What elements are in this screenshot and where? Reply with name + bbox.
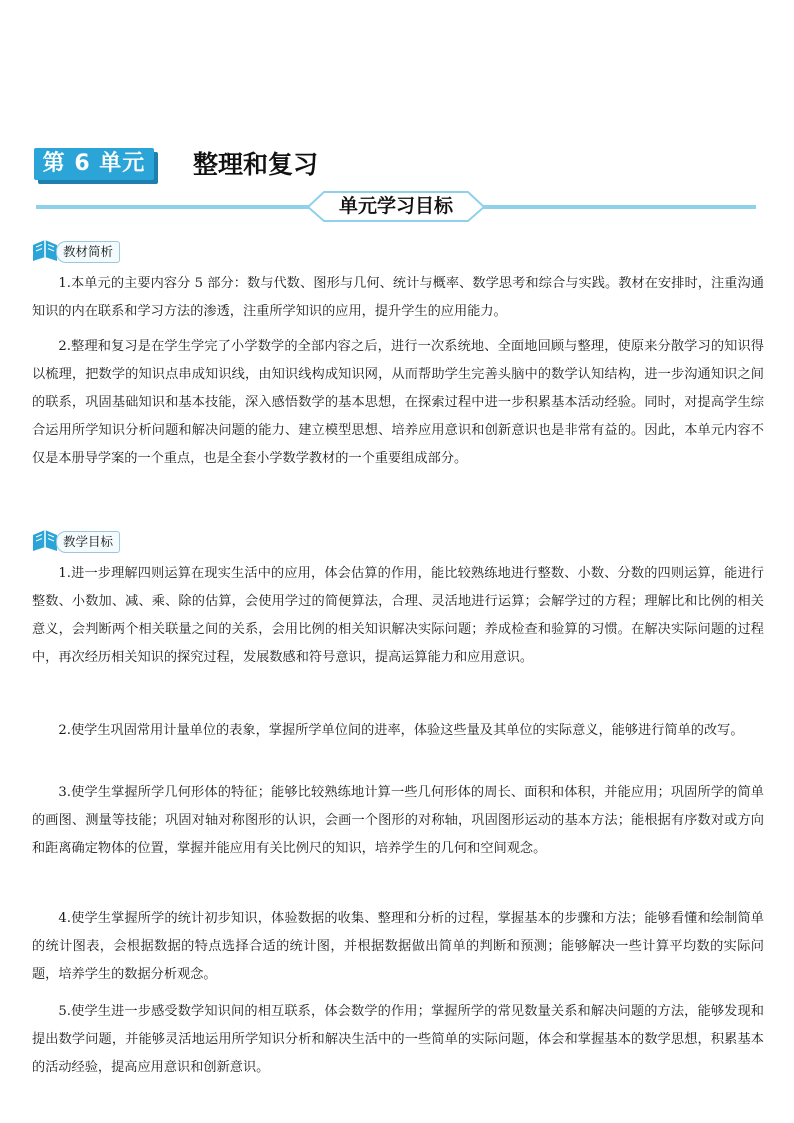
unit-title: 整理和复习 — [193, 150, 319, 179]
section-heading-label: 教学目标 — [56, 531, 120, 553]
goal-paragraph-4: 4.使学生掌握所学的统计初步知识，体验数据的收集、整理和分析的过程，掌握基本的步骤和方法；能够看懂和绘制简单的统计图表，会根据数据的特点选择合适的统计图，并根据数据做出简单的判断和预测；能够解决一些计算平均数的实际问题，培养学生的数据分析观念。 — [32, 911, 764, 982]
unit-badge-label: 第 6 单元 — [34, 148, 154, 180]
unit-objective-tab — [306, 190, 486, 222]
goal-paragraph-2: 2.使学生巩固常用计量单位的表象，掌握所学单位间的进率，体验这些量及其单位的实际意义，能够进行简单的改写。 — [58, 723, 744, 738]
analysis-paragraph-1: 1.本单元的主要内容分 5 部分：数与代数、图形与几何、统计与概率、数学思考和综合与实践。教材在安排时，注重沟通知识的内在联系和学习方法的渗透，注重所学知识的应用，提升学生的应用能力。 — [32, 276, 764, 319]
goal-paragraph-3: 3.使学生掌握所学几何形体的特征；能够比较熟练地计算一些几何形体的周长、面积和体积，并能应用；巩固所学的简单的画图、测量等技能；巩固对轴对称图形的认识，会画一个图形的对称轴，巩固图形运动的基本方法；能根据有序数对或方向和距离确定物体的位置，掌握并能应用有关比例尺的知识，培养学生的几何和空间观念。 — [32, 785, 764, 856]
goal-paragraph-1: 1.进一步理解四则运算在现实生活中的应用，体会估算的作用，能比较熟练地进行整数、小数、分数的四则运算，能进行整数、小数加、减、乘、除的估算，会使用学过的简便算法，合理、灵活地进行运算；会解学过的方程；理解比和比例的相关意义，会判断两个相关联量之间的关系，会用比例的相关知识解决实际问题；养成检查和验算的习惯。在解决实际问题的过程中，再次经历相关知识的探究过程，发展数感和符号意识，提高运算能力和应用意识。 — [32, 566, 764, 665]
objective-tab-label: 单元学习目标 — [338, 195, 453, 217]
section-heading-analysis — [30, 235, 140, 265]
unit-badge — [34, 148, 158, 184]
analysis-paragraph-2: 2.整理和复习是在学生学完了小学数学的全部内容之后，进行一次系统地、全面地回顾与整理，使原来分散学习的知识得以梳理，把数学的知识点串成知识线，由知识线构成知识网，从而帮助学生完善头脑中的数学认知结构，进一步沟通知识之间的联系，巩固基础知识和基本技能，深入感悟数学的基本思想，在探索过程中进一步积累基本活动经验。同时，对提高学生综合运用所学知识分析问题和解决问题的能力、建立模型思想、培养应用意识和创新意识也是非常有益的。因此，本单元内容不仅是本册导学案的一个重点，也是全套小学数学教材的一个重要组成部分。 — [32, 339, 764, 466]
section-heading-goals — [30, 525, 140, 555]
header-rule-left — [36, 205, 316, 209]
goal-paragraph-5: 5.使学生进一步感受数学知识间的相互联系，体会数学的作用；掌握所学的常见数量关系和解决问题的方法，能够发现和提出数学问题，并能够灵活地运用所学知识分析和解决生活中的一些简单的实际问题，体会和掌握基本的数学思想，积累基本的活动经验，提高应用意识和创新意识。 — [32, 1004, 764, 1075]
header-rule-right — [476, 205, 756, 209]
section-heading-label: 教材简析 — [56, 241, 120, 263]
